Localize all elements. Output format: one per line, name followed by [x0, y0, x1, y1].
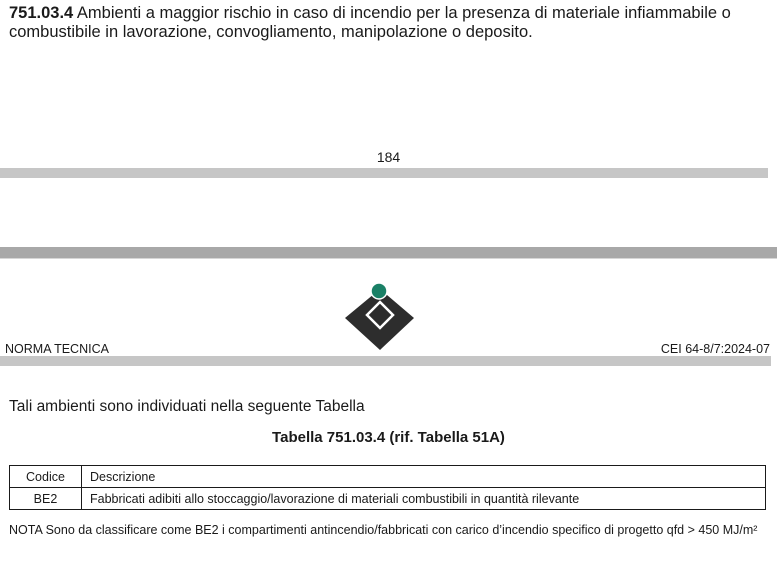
intro-text: Tali ambienti sono individuati nella seguente Tabella [9, 398, 365, 415]
classification-table [9, 465, 766, 510]
document-code-label: CEI 64-8/7:2024-07 [660, 342, 770, 356]
table-header-row [10, 466, 766, 488]
table-note: NOTA Sono da classificare come BE2 i compartimenti antincendio/fabbricati con carico d’incendio specifico di progetto qfd > 450 MJ/m² [9, 523, 758, 537]
page-footer-rule [0, 168, 768, 178]
page-number: 184 [376, 149, 401, 165]
document-type-label: NORMA TECNICA [5, 342, 109, 356]
column-header-code: Codice [10, 466, 82, 488]
page-break-divider [0, 247, 777, 259]
column-header-description: Descrizione [82, 466, 766, 488]
section-title: Ambienti a maggior rischio in caso di incendio per la presenza di materiale infiammabile o combustibile in lavorazione, convogliamento, manipolazione o deposito. [9, 4, 731, 41]
header-rule [0, 356, 771, 366]
section-heading [9, 4, 771, 42]
table-cell-code: BE2 [10, 488, 82, 510]
table-row [10, 488, 766, 510]
cei-diamond-logo-icon [343, 281, 417, 355]
table-title: Tabella 751.03.4 (rif. Tabella 51A) [272, 429, 505, 446]
section-number: 751.03.4 [9, 4, 74, 22]
logo-dot [371, 283, 387, 299]
table-cell-description: Fabbricati adibiti allo stoccaggio/lavorazione di materiali combustibili in quantità rilevante [82, 488, 766, 510]
